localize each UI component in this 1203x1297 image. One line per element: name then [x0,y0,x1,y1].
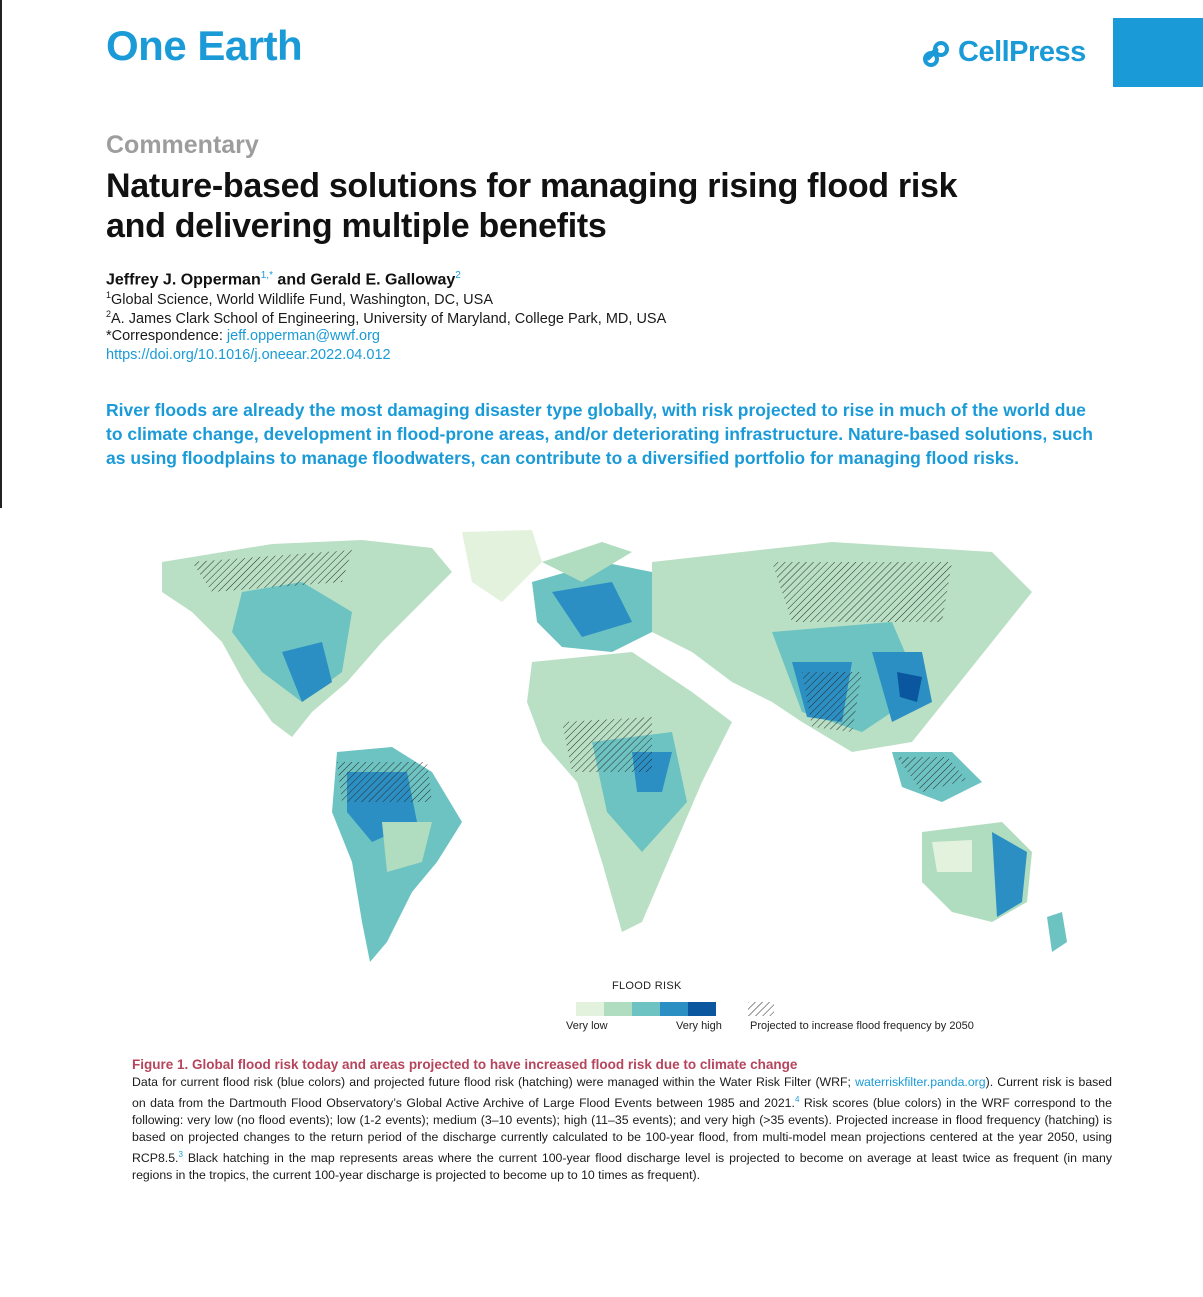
map-legend [560,978,1080,1038]
journal-name[interactable]: One Earth [106,22,303,69]
affiliation-2-number: 2 [106,309,112,319]
legend-hatch-label: Projected to increase flood frequency by 2050 [750,1020,974,1032]
reference-4-link[interactable]: 4 [794,1095,800,1104]
affiliation-2-text: A. James Clark School of Engineering, University of Maryland, College Park, MD, USA [111,310,667,327]
publisher-logo[interactable] [922,36,1086,69]
caption-part-3: Risk scores (blue colors) in the WRF correspond to the following: very low (no flood events); low (1-2 events); medium (3–10 events); high (11–35 events); and very high (>35 events). Projected increase in flood frequency (hatching) is based on projected changes to the return period of the discharge currently calculated to be 100-year flood, from multi-model mean projections centered at the year 2050, using RCP8.5. [132,1096,1112,1166]
affiliation-2 [106,309,666,327]
author-2: Gerald E. Galloway [310,271,456,289]
correspondence-email-link[interactable]: jeff.opperman@wwf.org [226,328,381,344]
figure-caption [132,1074,1112,1184]
flood-risk-world-map [132,522,1082,962]
author-2-affiliation-link[interactable]: 2 [455,270,461,281]
legend-swatch-high [660,1002,688,1016]
legend-low-label: Very low [566,1020,608,1032]
author-1-affiliation-link[interactable]: 1,* [260,270,273,281]
affiliation-1-text: Global Science, World Wildlife Fund, Washington, DC, USA [111,291,493,308]
figure-caption-title: Figure 1. Global flood risk today and areas projected to have increased flood risk due to climate change [132,1057,798,1072]
article-section: Commentary [106,131,259,159]
caption-part-4: Black hatching in the map represents areas where the current 100-year flood discharge level is projected to become on average at least twice as frequent (in many regions in the tropics, the current 100-year discharge is projected to become up to 10 times as frequent). [132,1151,1112,1183]
publisher-name: CellPress [958,36,1086,68]
cellpress-logo-icon [922,38,952,68]
legend-title: FLOOD RISK [612,980,682,992]
affiliation-1 [106,290,493,308]
doi [106,347,391,363]
affiliation-1-number: 1 [106,290,112,300]
doi-link[interactable]: https://doi.org/10.1016/j.oneear.2022.04.012 [106,347,391,363]
water-risk-filter-link[interactable]: waterriskfilter.panda.org [855,1075,986,1089]
page-margin-rule [0,0,2,508]
corner-color-block [1113,18,1203,87]
new-zealand-landmass [1047,912,1067,952]
caption-part-1: Data for current flood risk (blue colors) and projected future flood risk (hatching) were managed within the Water Risk Filter (WRF; [132,1075,856,1089]
caption-part-2: ). Current risk is based on data from the Dartmouth Flood Observatory’s Global Active Archive of Large Flood Events between 1985 and 2021. [132,1075,1112,1111]
legend-color-scale [576,1002,716,1016]
world-map-graphic [132,522,1082,962]
legend-swatch-very-low [576,1002,604,1016]
greenland-landmass [462,530,542,602]
legend-swatch-medium [632,1002,660,1016]
legend-high-label: Very high [676,1020,722,1032]
author-joiner: and [272,271,311,289]
reference-3-link[interactable]: 3 [178,1150,183,1160]
author-1: Jeffrey J. Opperman [106,271,261,289]
legend-hatch-icon [748,1002,774,1016]
legend-swatch-very-high [688,1002,716,1016]
legend-swatch-low [604,1002,632,1016]
article-summary: River floods are already the most damaging disaster type globally, with risk projected to rise in much of the world due to climate change, development in flood-prone areas, and/or deteriorating infrastructure. Nature-based solutions, such as using floodplains to manage floodwaters, can contribute to a diversified portfolio for managing flood risks. [106,400,1093,468]
correspondence-label: *Correspondence: [106,328,227,344]
author-line [106,270,461,289]
article-title: Nature-based solutions for managing rising flood risk and delivering multiple benefits [106,167,958,245]
correspondence [106,328,380,344]
